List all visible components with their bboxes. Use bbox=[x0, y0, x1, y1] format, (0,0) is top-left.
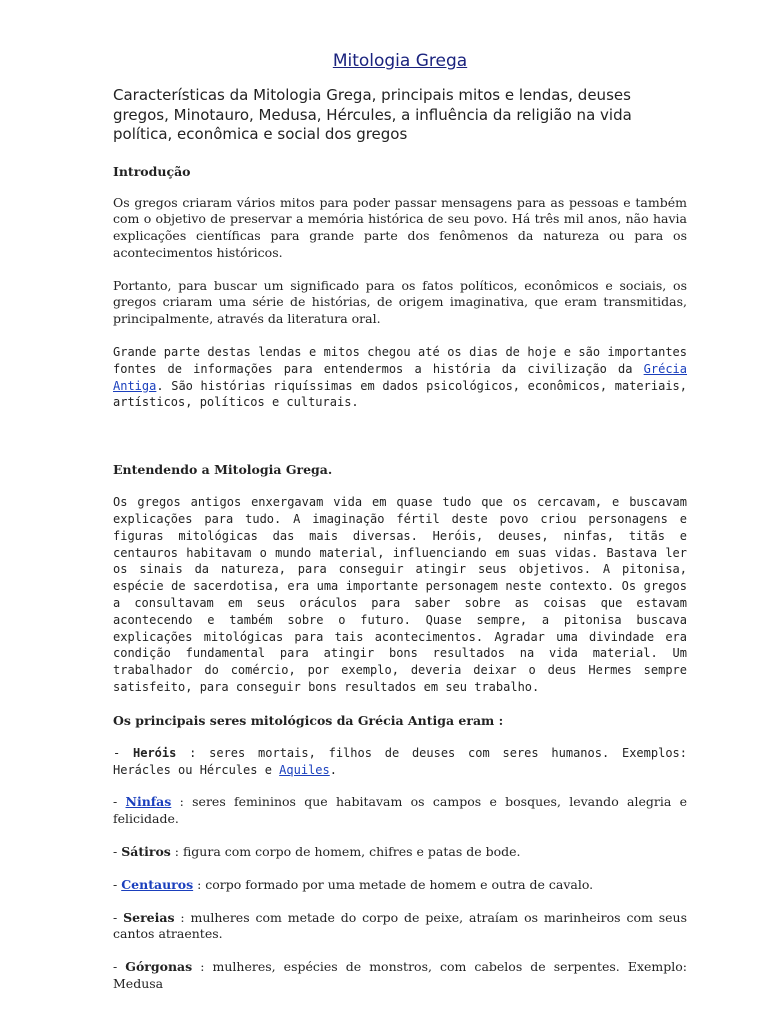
being-desc: : seres femininos que habitavam os campos e bosques, levando alegria e felicidade. bbox=[113, 794, 687, 827]
being-item-gorgonas bbox=[113, 959, 687, 993]
title-link[interactable]: Mitologia Grega bbox=[332, 51, 468, 71]
centauros-link[interactable]: Centauros bbox=[121, 876, 194, 892]
intro-p3-text-after: . São histórias riquíssimas em dados psicológicos, econômicos, materiais, artísticos, políticos e culturais. bbox=[113, 378, 687, 410]
being-dash: - bbox=[113, 909, 124, 925]
being-desc: : corpo formado por uma metade de homem e outra de cavalo. bbox=[193, 876, 594, 892]
ninfas-link[interactable]: Ninfas bbox=[125, 794, 172, 810]
intro-p3-text: Grande parte destas lendas e mitos chegou até os dias de hoje e são importantes fontes de informações para entendermos a história da civilização da bbox=[113, 345, 687, 376]
being-item-satiros bbox=[113, 844, 687, 861]
being-desc: : seres mortais, filhos de deuses com seres humanos. Exemplos: Herácles ou Hércules e bbox=[113, 745, 687, 777]
section2-heading: Entendendo a Mitologia Grega. bbox=[113, 462, 333, 478]
subtitle: Características da Mitologia Grega, principais mitos e lendas, deuses gregos, Minotauro, Medusa, Hércules, a influência da religião na vida política, econômica e social dos gregos bbox=[113, 86, 632, 143]
document-page bbox=[113, 50, 687, 993]
being-term: Sátiros bbox=[121, 844, 171, 860]
being-item-ninfas bbox=[113, 794, 687, 828]
being-dash: - bbox=[113, 794, 126, 810]
being-term: Sereias bbox=[123, 909, 175, 925]
being-dash: - bbox=[113, 745, 133, 760]
intro-paragraph-1: Os gregos criaram vários mitos para poder passar mensagens para as pessoas e também com o objetivo de preservar a memória histórica de seu povo. Há três mil anos, não havia explicações científicas para grande parte dos fenômenos da natureza ou para os acontecimentos históricos. bbox=[113, 194, 687, 260]
intro-heading: Introdução bbox=[113, 163, 191, 179]
being-term: Heróis bbox=[133, 745, 177, 760]
grecia-antiga-link[interactable]: Grécia Antiga bbox=[113, 361, 687, 393]
being-dash: - bbox=[113, 876, 122, 892]
being-item-sereias bbox=[113, 910, 687, 944]
section2-paragraph: Os gregos antigos enxergavam vida em quase tudo que os cercavam, e buscavam explicações para tudo. A imaginação fértil deste povo criou personagens e figuras mitológicas das mais diversas. Heróis, deuses, ninfas, titãs e centauros habitavam o mundo material, influenciando em suas vidas. Bastava ler os sinais da natureza, para conseguir atingir seus objetivos. A pitonisa, espécie de sacerdotisa, era uma importante personagem neste contexto. Os gregos a consultavam em seus oráculos para saber sobre as coisas que estavam acontecendo e também sobre o futuro. Quase sempre, a pitonisa buscava explicações mitológicas para tais acontecimentos. Agradar uma divindade era condição fundamental para atingir bons resultados na vida material. Um trabalhador do comércio, por exemplo, deveria deixar o deus Hermes sempre satisfeito, para conseguir bons resultados em seu trabalho. bbox=[113, 495, 687, 695]
being-desc: : mulheres com metade do corpo de peixe, atraíam os marinheiros com seus cantos atraentes. bbox=[113, 909, 687, 942]
being-dash: - bbox=[113, 959, 126, 975]
intro-paragraph-3 bbox=[113, 344, 687, 411]
aquiles-link[interactable]: Aquiles bbox=[279, 762, 330, 777]
being-desc: : mulheres, espécies de monstros, com cabelos de serpentes. Exemplo: Medusa bbox=[113, 959, 687, 991]
being-desc: : figura com corpo de homem, chifres e patas de bode. bbox=[170, 844, 521, 860]
beings-heading: Os principais seres mitológicos da Grécia Antiga eram : bbox=[113, 712, 504, 728]
being-item-centauros bbox=[113, 877, 687, 894]
being-after: . bbox=[329, 762, 337, 777]
being-item-herois bbox=[113, 745, 687, 779]
being-dash: - bbox=[113, 844, 122, 860]
intro-paragraph-2: Portanto, para buscar um significado para os fatos políticos, econômicos e sociais, os gregos criaram uma série de histórias, de origem imaginativa, que eram transmitidas, principalmente, através da literatura oral. bbox=[113, 277, 687, 327]
page-title bbox=[113, 50, 687, 72]
being-term: Górgonas bbox=[125, 959, 193, 975]
